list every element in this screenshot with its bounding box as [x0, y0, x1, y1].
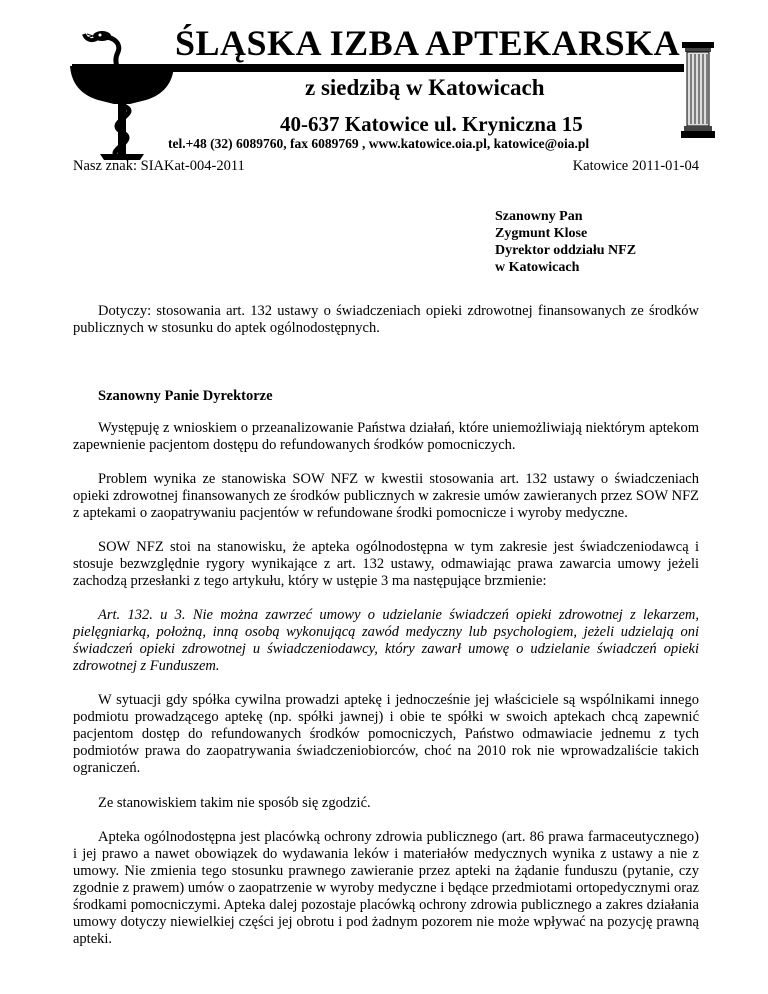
place-and-date: Katowice 2011-01-04: [572, 158, 699, 174]
header-rule: [72, 64, 684, 72]
recipient-line: Zygmunt Klose: [495, 226, 588, 241]
letterhead: [0, 0, 768, 160]
reference-line: [73, 158, 699, 175]
recipient-block: [495, 208, 636, 276]
paragraph: Występuję z wnioskiem o przeanalizowanie Państwa działań, które uniemożliwiają niektórym aptekom zapewnienie pacjentom dostępu do refundowanych środków pomocniczych.: [73, 420, 699, 453]
organization-seat: z siedzibą w Katowicach: [305, 75, 545, 100]
paragraph: W sytuacji gdy spółka cywilna prowadzi aptekę i jednocześnie jej właściciele są wspólnikami innego podmiotu prowadzącego aptekę (np. spółki jawnej) i obie te spółki w swoich aptekach chcą zapewnić pacjentom dostęp do refundowanych środków pomocniczych, Państwo odmawiacie jednemu z tych podmiotów prawa do zaopatrywania świadczeniobiorców, choć na 2010 rok nie wprowadzaliście takich ograniczeń.: [73, 692, 699, 776]
salutation: Szanowny Panie Dyrektorze: [98, 388, 273, 404]
organization-name: ŚLĄSKA IZBA APTEKARSKA: [175, 23, 681, 63]
our-reference: Nasz znak: SIAKat-004-2011: [73, 158, 245, 174]
quoted-law-paragraph: Art. 132. u 3. Nie można zawrzeć umowy o udzielanie świadczeń opieki zdrowotnej z lekarzem, pielęgniarką, położną, inną osobą wykonującą zawód medyczny lub psychologiem, jeżeli udzielają oni świadczeń opieki zdrowotnej u świadczeniodawcy, który zawarł umowę o udzielanie świadczeń opieki zdrowotnej z Funduszem.: [73, 607, 699, 674]
pharmacy-bowl-snake-logo: [62, 22, 182, 160]
organization-address: 40-637 Katowice ul. Kryniczna 15: [280, 112, 583, 136]
paragraph: Ze stanowiskiem takim nie sposób się zgodzić.: [98, 795, 371, 811]
column-icon: [680, 42, 716, 138]
paragraph: SOW NFZ stoi na stanowisku, że apteka ogólnodostępna w tym zakresie jest świadczeniodawcą i stosuje bezwzględnie rygory wynikające z art. 132 ustawy, odmawiając prawa zawarcia umowy jeżeli zachodzą przesłanki z tego artykułu, który w ustępie 3 ma następujące brzmienie:: [73, 539, 699, 589]
paragraph: Problem wynika ze stanowiska SOW NFZ w kwestii stosowania art. 132 ustawy o świadczeniach opieki zdrowotnej finansowanych ze środków publicznych w zakresie umów zawieranych przez SOW NFZ z aptekami o zaopatrywaniu pacjentów w refundowane środki pomocnicze i wyroby medyczne.: [73, 471, 699, 521]
recipient-line: Szanowny Pan: [495, 209, 583, 224]
paragraph: Apteka ogólnodostępna jest placówką ochrony zdrowia publicznego (art. 86 prawa farmaceutycznego) i jej prawo a nawet obowiązek do wydawania leków i materiałów medycznych wynika z ustawy a nie z umowy. Nie zmienia tego stosunku prawnego zawieranie przez apteki na żądanie funduszu (pytanie, czy zgodnie z prawem) umów o zaopatrzenie w wyroby medyczne i będące przedmiotami ortopedycznymi oraz środkami pomocniczymi. Apteka dalej pozostaje placówką ochrony zdrowia publicznego a zakres działania umowy dotyczy niewielkiej części jej obrotu i pod żadnym pozorem nie może wpływać na pozycję prawną apteki.: [73, 829, 699, 947]
recipient-line: w Katowicach: [495, 260, 580, 275]
organization-contact: tel.+48 (32) 6089760, fax 6089769 , www.katowice.oia.pl, katowice@oia.pl: [168, 136, 590, 151]
recipient-line: Dyrektor oddziału NFZ: [495, 243, 637, 258]
subject-paragraph: Dotyczy: stosowania art. 132 ustawy o świadczeniach opieki zdrowotnej finansowanych ze środków publicznych w stosunku do aptek ogólnodostępnych.: [73, 303, 699, 336]
